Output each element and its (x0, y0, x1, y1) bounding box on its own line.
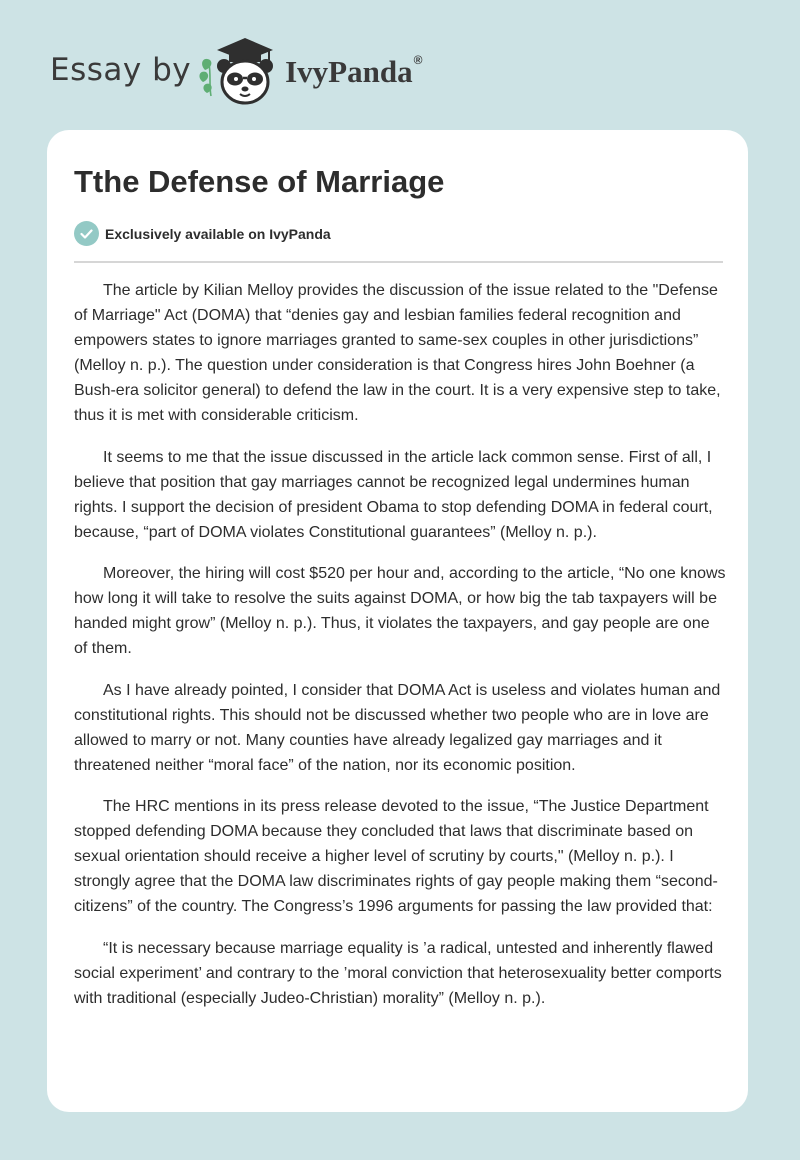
paragraph: It seems to me that the issue discussed in the article lack common sense. First of all, I believe that position that gay marriages cannot be recognized legal undermines human rights. I support the decision of president Obama to stop defending DOMA in federal court, because, “part of DOMA violates Constitutional guarantees” (Melloy n. p.). (74, 448, 713, 541)
paragraph: As I have already pointed, I consider that DOMA Act is useless and violates human and constitutional rights. This should not be discussed whether two people who are in love are allowed to marry or not. Many counties have already legalized gay marriages and it threatened neither “moral face” of the nation, nor its economic position. (74, 681, 721, 774)
paragraph: The article by Kilian Melloy provides the discussion of the issue related to the "Defense of Marriage" Act (DOMA) that “denies gay and lesbian families federal recognition and empowers states to ignore marriages granted to same-sex couples in other jurisdictions” (Melloy n. p.). The question under consideration is that Congress hires John Boehner (a Bush-era solicitor general) to defend the law in the court. It is a very expensive step to take, thus it is met with considerable criticism. (74, 282, 721, 424)
exclusive-badge (74, 221, 331, 246)
paragraph: “It is necessary because marriage equality is ’a radical, untested and inherently flawed social experiment’ and contrary to the ’moral conviction that heterosexuality better comports with traditional (especially Judeo-Christian) morality” (Melloy n. p.). (74, 939, 722, 1007)
paragraph: The HRC mentions in its press release devoted to the issue, “The Justice Department stopped defending DOMA because they concluded that laws that discriminate based on sexual orientation should receive a higher level of scrutiny by courts," (Melloy n. p.). I strongly agree that the DOMA law discriminates rights of gay people making them “second-citizens” of the country. The Congress’s 1996 arguments for passing the law provided that: (74, 798, 718, 915)
essay-body (74, 278, 727, 1027)
registered-mark: ® (413, 53, 423, 67)
essay-card (47, 130, 748, 1112)
paragraph: Moreover, the hiring will cost $520 per hour and, according to the article, “No one knows how long it will take to resolve the suits against DOMA, or how big the tab taxpayers will be handed might grow” (Melloy n. p.). Thus, it violates the taxpayers, and gay people are one of them. (74, 565, 726, 657)
site-header (50, 30, 422, 110)
exclusive-badge-label: Exclusively available on IvyPanda (105, 225, 331, 242)
title-divider (74, 261, 723, 263)
page-title: Tthe Defense of Marriage (74, 164, 445, 199)
panda-logo-icon (197, 30, 281, 110)
brand-name: IvyPanda (285, 54, 413, 89)
essay-by-label: Essay by (50, 52, 192, 88)
check-icon (74, 221, 99, 246)
